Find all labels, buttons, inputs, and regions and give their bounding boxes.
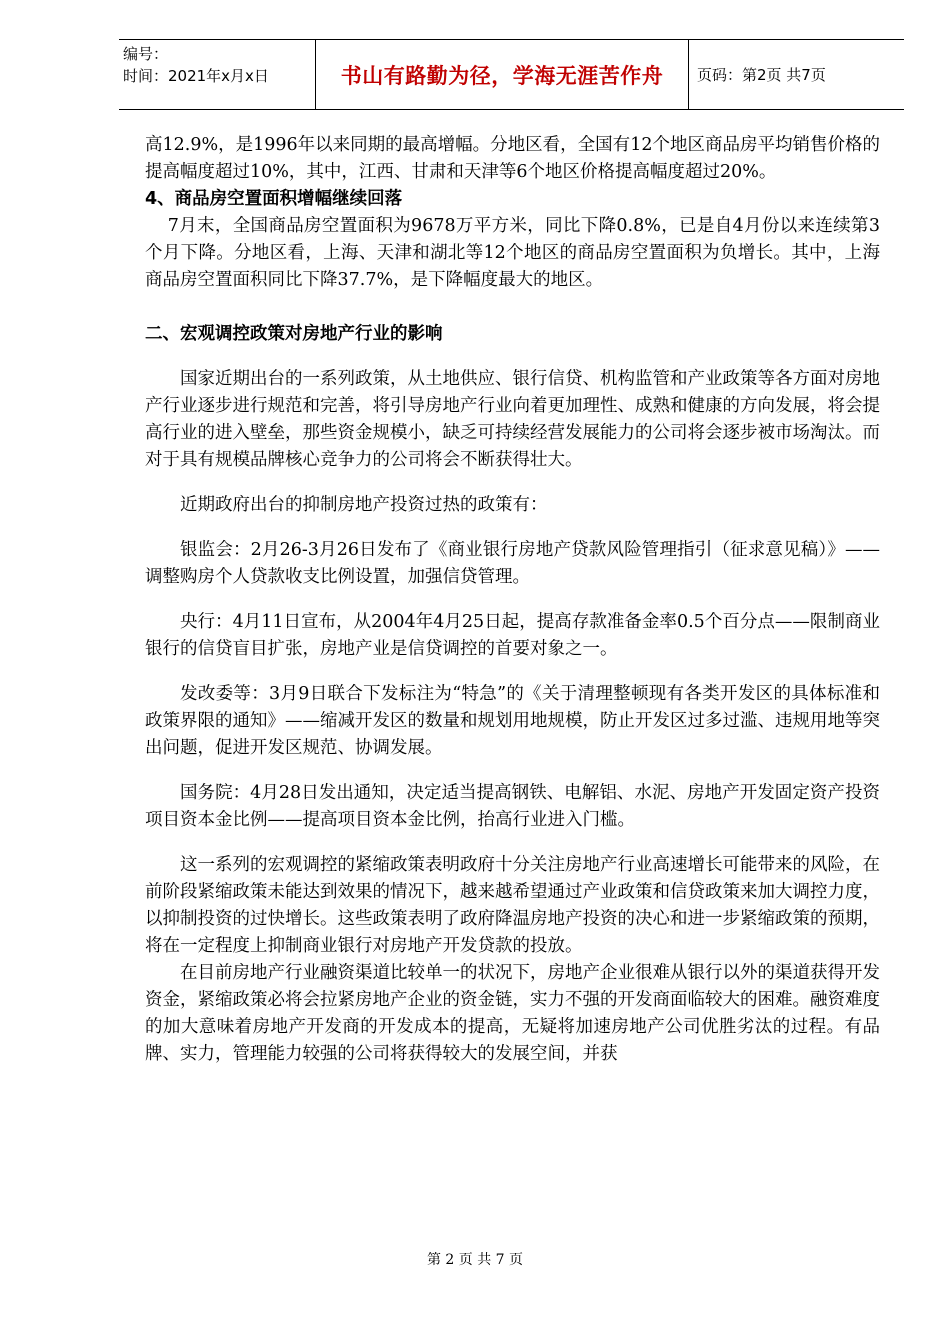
header-motto-cell <box>316 40 689 109</box>
document-number-label: 编号： <box>123 45 169 63</box>
paragraph-cbrc: 银监会：2月26-3月26日发布了《商业银行房地产贷款风险管理指引（征求意见稿）》——调整购房个人贷款收支比例设置，加强信贷管理。 <box>145 540 880 587</box>
footer-page-number: 第 2 页 共 7 页 <box>426 1252 524 1268</box>
header-meta-cell <box>119 40 316 109</box>
paragraph-ndrc: 发改委等：3月9日联合下发标注为“特急”的《关于清理整顿现有各类开发区的具体标准和政策界限的通知》——缩减开发区的数量和规划用地规模，防止开发区过多过滥、违规用地等突出问题，促进开发区规范、协调发展。 <box>145 684 880 758</box>
paragraph-vacancy: 7月末，全国商品房空置面积为9678万平方米，同比下降0.8%，已是自4月份以来连续第3个月下降。分地区看，上海、天津和湖北等12个地区的商品房空置面积为负增长。其中，上海商品房空置面积同比下降37.7%，是下降幅度最大的地区。 <box>145 216 880 290</box>
page-footer <box>0 1249 950 1269</box>
paragraph-policy-overview: 国家近期出台的一系列政策，从土地供应、银行信贷、机构监管和产业政策等各方面对房地产行业逐步进行规范和完善，将引导房地产行业向着更加理性、成熟和健康的方向发展，将会提高行业的进入壁垒，那些资金规模小，缺乏可持续经营发展能力的公司将会逐步被市场淘汰。而对于具有规模品牌核心竞争力的公司将会不断获得壮大。 <box>145 369 880 470</box>
subsection-heading-4: 4、商品房空置面积增幅继续回落 <box>145 189 403 209</box>
header-page-cell <box>689 40 904 109</box>
paragraph-policy-intro: 近期政府出台的抑制房地产投资过热的政策有： <box>180 495 548 515</box>
paragraph-state-council: 国务院：4月28日发出通知，决定适当提高钢铁、电解铝、水泥、房地产开发固定资产投资项目资本金比例——提高项目资本金比例，抬高行业进入门槛。 <box>145 783 880 830</box>
page-header <box>119 39 904 110</box>
paragraph-analysis: 这一系列的宏观调控的紧缩政策表明政府十分关注房地产行业高速增长可能带来的风险，在前阶段紧缩政策未能达到效果的情况下，越来越希望通过产业政策和信贷政策来加大调控力度，以抑制投资的过快增长。这些政策表明了政府降温房地产投资的决心和进一步紧缩政策的预期，将在一定程度上抑制商业银行对房地产开发贷款的投放。 <box>145 855 880 956</box>
header-page-info: 页码：第2页 共7页 <box>697 66 826 84</box>
paragraph-continuation: 高12.9%，是1996年以来同期的最高增幅。分地区看，全国有12个地区商品房平均销售价格的提高幅度超过10%，其中，江西、甘肃和天津等6个地区价格提高幅度超过20%。 <box>145 135 880 182</box>
section-heading-2: 二、宏观调控政策对房地产行业的影响 <box>145 324 443 344</box>
document-body <box>145 132 880 1068</box>
paragraph-central-bank: 央行：4月11日宣布，从2004年4月25日起，提高存款准备金率0.5个百分点——限制商业银行的信贷盲目扩张，房地产业是信贷调控的首要对象之一。 <box>145 612 880 659</box>
paragraph-financing: 在目前房地产行业融资渠道比较单一的状况下，房地产企业很难从银行以外的渠道获得开发资金，紧缩政策必将会拉紧房地产企业的资金链，实力不强的开发商面临较大的困难。融资难度的加大意味着房地产开发商的开发成本的提高，无疑将加速房地产公司优胜劣汰的过程。有品牌、实力，管理能力较强的公司将获得较大的发展空间，并获 <box>145 963 880 1064</box>
document-date: 时间：2021年x月x日 <box>123 67 269 85</box>
header-motto: 书山有路勤为径，学海无涯苦作舟 <box>340 63 664 88</box>
